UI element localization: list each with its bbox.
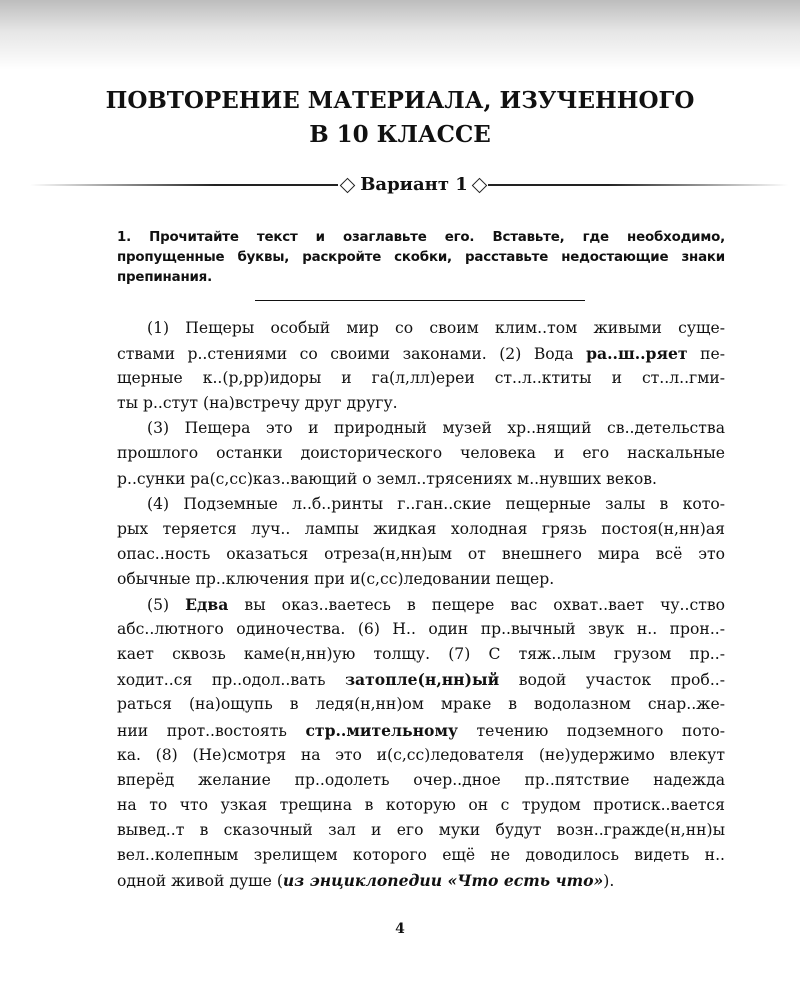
text-line: обычные пр..ключения при и(с,сс)ледовании пещер. xyxy=(117,569,555,588)
highlighted-word: стр..мительному xyxy=(305,720,458,740)
highlighted-word: Едва xyxy=(185,595,229,615)
text-line: рых теряется луч.. лампы жидкая холодная грязь постоя(н,нн)ая xyxy=(117,519,725,538)
highlighted-word: ра..ш..ряет xyxy=(586,344,688,364)
diamond-ornament-icon xyxy=(472,178,488,194)
title-line-1: ПОВТОРЕНИЕ МАТЕРИАЛА, ИЗУЧЕННОГО xyxy=(105,87,695,114)
text-line: щерные к..(р,рр)идоры и га(л,лл)ереи ст..л..ктиты и ст..л..гми- xyxy=(117,369,725,388)
text-line: абс..лютного одиночества. (6) Н.. один пр..вычный звук н.. прон..- xyxy=(117,620,725,639)
title-line-2: В 10 КЛАССЕ xyxy=(309,121,491,148)
page-title xyxy=(0,84,800,152)
text-line: прошлого останки доисторического человека и его наскальные xyxy=(117,444,725,463)
text-line: ствами р..стениями со своими законами. (2) Вода ра..ш..ряет пе- xyxy=(117,344,725,364)
text-line: вел..колепным зрелищем которого ещё не доводилось видеть н.. xyxy=(117,845,725,864)
variant-heading xyxy=(0,171,800,199)
task-instruction: 1. Прочитайте текст и озаглавьте его. Вставьте, где необходимо, пропущенные буквы, раскройте скобки, расставьте недостающие знаки препинания. xyxy=(117,230,725,285)
text-line: ходит..ся пр..одол..вать затопле(н,нн)ый водой участок проб..- xyxy=(117,670,726,690)
variant-label: Вариант 1 xyxy=(360,174,468,195)
text-line: (3) Пещера это и природный музей хр..нящий св..детельства xyxy=(147,419,725,438)
text-line: (4) Подземные л..б..ринты г..ган..ские пещерные залы в кото- xyxy=(147,494,725,513)
text-line: на то что узкая трещина в которую он с трудом протиск..вается xyxy=(117,795,725,814)
text-line: нии прот..востоять стр..мительному течению подземного пото- xyxy=(117,720,725,740)
diamond-ornament-icon xyxy=(340,178,356,194)
exercise-text xyxy=(117,316,725,893)
text-line: опас..ность оказаться отреза(н,нн)ым от внешнего мира всё это xyxy=(117,544,725,563)
text-line: р..сунки ра(с,сс)каз..вающий о земл..трясениях м..нувших веков. xyxy=(117,469,657,488)
source-citation: из энциклопедии «Что есть что» xyxy=(282,871,604,891)
text-line: вывед..т в сказочный зал и его муки будут возн..гражде(н,нн)ы xyxy=(117,820,725,839)
text-line: кает сквозь каме(н,нн)ую толщу. (7) С тяж..лым грузом пр..- xyxy=(117,645,725,664)
page-number: 4 xyxy=(395,921,405,937)
title-blank-line xyxy=(255,300,585,301)
text-line: раться (на)ощупь в ледя(н,нн)ом мраке в водолазном снар..же- xyxy=(117,695,725,714)
text-line: ты р..стут (на)встречу друг другу. xyxy=(117,394,398,413)
text-line: вперёд желание пр..одолеть очер..дное пр..пятствие надежда xyxy=(117,770,725,789)
divider-left xyxy=(30,184,338,186)
top-shade xyxy=(0,0,800,70)
text-line: (1) Пещеры особый мир со своим клим..том живыми суще- xyxy=(147,319,725,337)
text-line: (5) Едва вы оказ..ваетесь в пещере вас охват..вает чу..ство xyxy=(147,595,725,615)
highlighted-word: затопле(н,нн)ый xyxy=(345,670,500,690)
divider-right xyxy=(488,184,788,186)
text-line: ка. (8) (Не)смотря на это и(с,сс)ледователя (не)удержимо влекут xyxy=(117,745,725,764)
text-line: одной живой душе (из энциклопедии «Что есть что»). xyxy=(117,871,615,891)
